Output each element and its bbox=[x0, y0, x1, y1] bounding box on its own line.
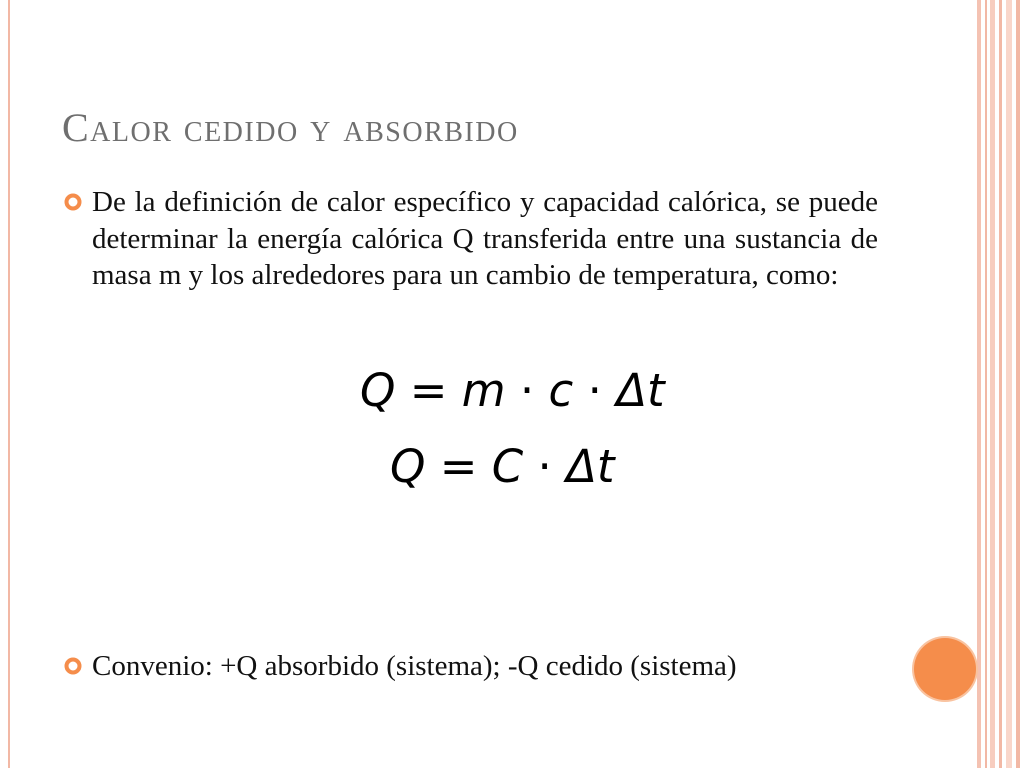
orange-ring-bullet-icon bbox=[62, 655, 84, 677]
formula-1-mass: m bbox=[461, 364, 506, 417]
bullet-definition bbox=[62, 184, 878, 294]
right-stripe-6 bbox=[1016, 0, 1020, 768]
formula-1-lhs: Q bbox=[360, 364, 396, 417]
right-stripe-5 bbox=[1006, 0, 1012, 768]
formula-2-equals: = bbox=[439, 440, 478, 493]
formula-2-delta-t: Δt bbox=[566, 440, 615, 493]
bullet-convention bbox=[62, 648, 878, 685]
formula-2-dot: · bbox=[537, 440, 552, 493]
formula-heat-capacity bbox=[390, 440, 615, 493]
formula-specific-heat bbox=[360, 364, 665, 417]
left-frame-line bbox=[8, 0, 10, 768]
formula-1-dot-2: · bbox=[587, 364, 602, 417]
right-stripe-4 bbox=[999, 0, 1002, 768]
bullet-convention-text: Convenio: +Q absorbido (sistema); -Q cedido (sistema) bbox=[92, 650, 737, 682]
formula-2-heat-capacity: C bbox=[491, 440, 524, 493]
right-stripe-2 bbox=[985, 0, 987, 768]
right-stripe-1 bbox=[977, 0, 981, 768]
right-stripe-3 bbox=[990, 0, 995, 768]
formula-1-equals: = bbox=[409, 364, 448, 417]
formula-1-dot-1: · bbox=[519, 364, 535, 417]
bullet-definition-text: De la definición de calor específico y capacidad calórica, se puede determinar la energía calórica Q transferida entre una sustancia de masa m y los alrededores para un cambio de temperatura, como: bbox=[92, 186, 878, 291]
formula-1-specific-heat: c bbox=[548, 364, 574, 417]
slide-title: Calor cedido y absorbido bbox=[62, 105, 519, 150]
orange-ring-bullet-icon bbox=[62, 191, 84, 213]
formula-2-lhs: Q bbox=[390, 440, 426, 493]
orange-circle-decoration bbox=[914, 638, 976, 700]
formula-1-delta-t: Δt bbox=[616, 364, 665, 417]
